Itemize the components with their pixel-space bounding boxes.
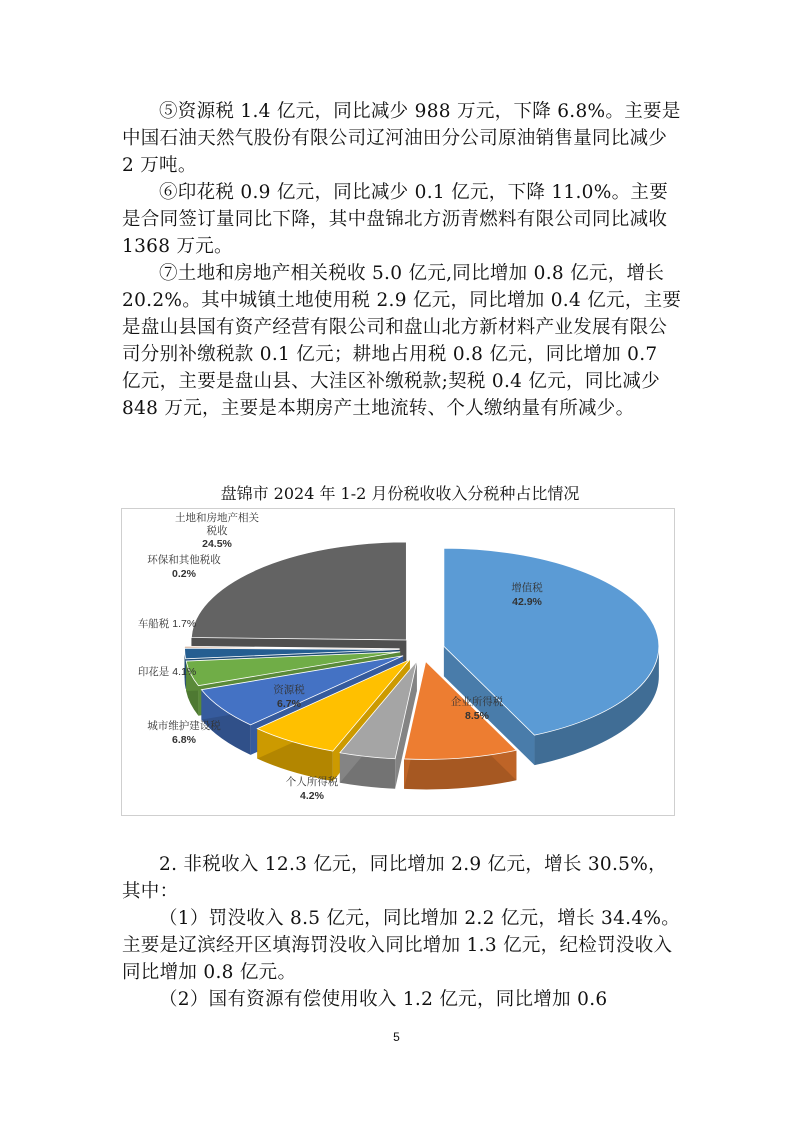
slice-name: 个人所得税 <box>285 776 339 788</box>
slice-percent: 6.8% <box>172 734 196 746</box>
slice-name: 资源税 <box>273 684 305 696</box>
pie-chart-svg <box>122 509 674 815</box>
slice-label-7 <box>147 553 221 580</box>
page-number: 5 <box>393 1030 400 1044</box>
slice-percent: 42.9% <box>512 596 542 608</box>
paragraph-land-tax: ⑦土地和房地产相关税收 5.0 亿元,同比增加 0.8 亿元，增长 20.2%。其中城镇土地使用税 2.9 亿元，同比增加 0.4 亿元，主要是盘山县国有资产经营有限公司和盘山北方新材料产业发展有限公司分别补缴税款 0.1 亿元；耕地占用税 0.8 亿元，同比增加 0.7 亿元，主要是盘山县、大洼区补缴税款;契税 0.4 亿元，同比减少 848 万元，主要是本期房产土地流转、个人缴纳量有所减少。 <box>122 263 682 419</box>
slice-label-4 <box>147 719 221 746</box>
slice-label-8 <box>175 511 259 550</box>
slice-name: 环保和其他税收 <box>147 554 221 566</box>
slice-percent: 6.7% <box>277 698 301 710</box>
paragraph-stamp-tax: ⑥印花税 0.9 亿元，同比减少 0.1 亿元，下降 11.0%。主要是合同签订量同比下降，其中盘锦北方沥青燃料有限公司同比减收 1368 万元。 <box>122 182 669 257</box>
slice-name: 城市维护建设税 <box>147 720 221 732</box>
paragraph-resource-tax: ⑤资源税 1.4 亿元，同比减少 988 万元，下降 6.8%。主要是中国石油天然气股份有限公司辽河油田分公司原油销售量同比减少 2 万吨。 <box>122 101 681 176</box>
slice-percent: 8.5% <box>465 710 489 722</box>
slice-percent: 24.5% <box>202 538 232 550</box>
slice-name: 企业所得税 <box>450 696 504 708</box>
slice-name: 车船税 1.7% <box>137 618 197 630</box>
pie-chart <box>121 508 675 816</box>
slice-label-5 <box>138 665 196 678</box>
slice-name: 土地和房地产相关 <box>175 512 259 524</box>
slice-name: 税收 <box>206 525 228 537</box>
paragraph-fines-income: （1）罚没收入 8.5 亿元，同比增加 2.2 亿元，增长 34.4%。主要是辽滨经开区填海罚没收入同比增加 1.3 亿元，纪检罚没收入同比增加 0.8 亿元。 <box>122 908 681 983</box>
slice-label-2 <box>286 775 339 802</box>
pie-slice-top <box>191 542 406 640</box>
paragraph-state-resources: （2）国有资源有偿使用收入 1.2 亿元，同比增加 0.6 <box>159 989 608 1010</box>
slice-percent: 0.2% <box>172 568 196 580</box>
paragraph-nontax-income: 2. 非税收入 12.3 亿元，同比增加 2.9 亿元，增长 30.5%，其中： <box>122 854 667 902</box>
slice-name: 印花是 4.1% <box>137 666 197 678</box>
chart-title: 盘锦市 2024 年 1-2 月份税收收入分税种占比情况 <box>220 484 580 503</box>
slice-percent: 4.2% <box>300 790 324 802</box>
slice-name: 增值税 <box>511 582 543 594</box>
slice-label-6 <box>138 617 196 630</box>
